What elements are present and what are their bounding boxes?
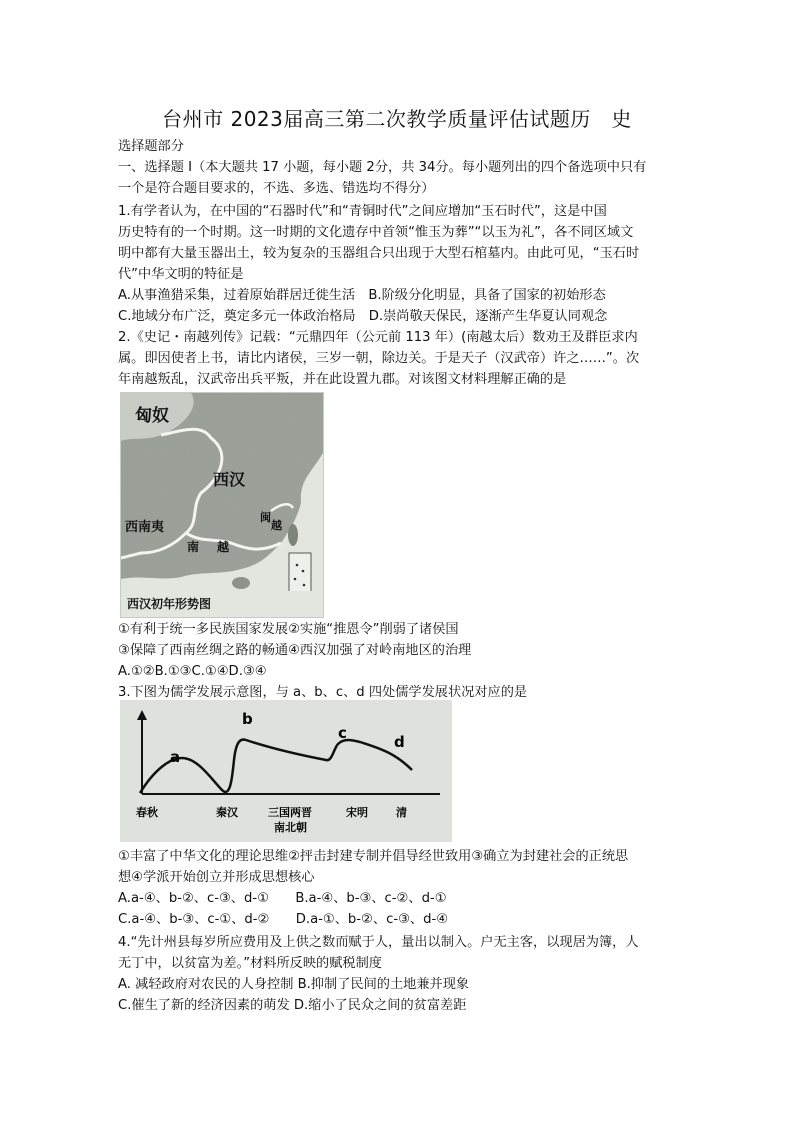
- q4-option-line: C.催生了新的经济因素的萌发 D.缩小了民众之间的贫富差距: [118, 998, 467, 1013]
- q1-option-line: A.从事渔猎采集，过着原始群居迁徙生活 B.阶级分化明显，具备了国家的初始形态: [118, 288, 606, 303]
- confucianism-development-chart: [120, 700, 452, 842]
- x-tick-label: 春秋: [136, 806, 158, 819]
- point-label-a: a: [170, 748, 181, 766]
- q2-option-line: ③保障了西南丝绸之路的畅通④西汉加强了对岭南地区的治理: [118, 643, 472, 658]
- q1-stem-line: 明中都有大量玉器出土，较为复杂的玉器组合只出现于大型石棺墓内。由此可见，“玉石时: [118, 246, 640, 261]
- q1-stem-line: 1.有学者认为，在中国的“石器时代”和“青铜时代”之间应增加“玉石时代”，这是中国: [118, 204, 607, 219]
- section-heading: 选择题部分: [118, 139, 184, 154]
- q4-option-line: A. 减轻政府对农民的人身控制 B.抑制了民间的土地兼并现象: [118, 977, 470, 992]
- instructions-line: 一个是符合题目要求的，不选、多选、错选均不得分）: [118, 181, 435, 196]
- page-title: 台州市 2023届高三第二次教学质量评估试题历 史: [162, 107, 632, 131]
- x-tick-label: 清: [396, 806, 407, 819]
- q2-stem-line: 年南越叛乱，汉武帝出兵平叛，并在此设置九郡。对该图文材料理解正确的是: [118, 372, 567, 387]
- point-label-b: b: [242, 710, 253, 728]
- x-tick-label: 南北朝: [274, 821, 307, 834]
- q3-answer-line: A.a-④、b-②、c-③、d-① B.a-④、b-③、c-②、d-①: [118, 891, 447, 906]
- map-label-xiongnu: 匈奴: [135, 406, 169, 426]
- q1-stem-line: 历史特有的一个时期。这一时期的文化遗存中首领“惟玉为葬”“以玉为礼”，各不同区域文: [118, 225, 634, 240]
- q1-option-line: C.地域分布广泛，奠定多元一体政治格局 D.崇尚敬天保民，逐渐产生华夏认同观念: [118, 309, 608, 324]
- q4-stem-line: 4.“先计州县每岁所应费用及上供之数而赋于人，量出以制入。户无主客，以现居为簿，人: [118, 935, 639, 950]
- point-label-c: c: [338, 724, 347, 742]
- x-tick-label: 宋明: [346, 806, 368, 819]
- x-tick-label: 三国两晋: [268, 806, 312, 819]
- q4-stem-line: 无丁中，以贫富为差。”材料所反映的赋税制度: [118, 956, 382, 971]
- western-han-map: [120, 392, 324, 618]
- trend-curve: [140, 740, 412, 793]
- q2-answer-line: A.①②B.①③C.①④D.③④: [118, 664, 267, 679]
- q2-stem-line: 2.《史记・南越列传》记载：“元鼎四年（公元前 113 年）(南越太后）数劝王及群臣求内: [118, 330, 638, 345]
- map-label-nanyue-2: 越: [217, 540, 230, 554]
- q3-answer-line: C.a-④、b-③、c-①、d-② D.a-①、b-②、c-③、d-④: [118, 912, 449, 927]
- map-caption: 西汉初年形势图: [127, 597, 212, 611]
- map-label-nanyue-1: 南: [187, 540, 200, 554]
- y-axis-arrow: [137, 710, 147, 720]
- q2-stem-line: 属。即因使者上书，请比内诸侯，三岁一朝，除边关。于是天子（汉武帝）许之……”。次: [118, 351, 640, 366]
- instructions-line: 一、选择题 I（本大题共 17 小题，每小题 2分，共 34分。每小题列出的四个备选项中只有: [118, 160, 647, 175]
- q2-option-line: ①有利于统一多民族国家发展②实施“推恩令”削弱了诸侯国: [118, 622, 459, 637]
- x-tick-label: 秦汉: [216, 806, 238, 819]
- map-label-minyue-1: 闽: [260, 511, 271, 524]
- q1-stem-line: 代”中华文明的特征是: [118, 267, 244, 282]
- q3-option-line: ①丰富了中华文化的理论思维②抨击封建专制并倡导经世致用③确立为封建社会的正统思: [118, 849, 629, 864]
- q3-stem-line: 3.下图为儒学发展示意图，与 a、b、c、d 四处儒学发展状况对应的是: [118, 685, 528, 700]
- map-label-southwest-yi: 西南夷: [125, 520, 165, 535]
- point-label-d: d: [394, 733, 405, 751]
- q3-option-line: 想④学派开始创立并形成思想核心: [118, 870, 315, 885]
- map-label-minyue-2: 越: [271, 519, 282, 532]
- map-label-western-han: 西汉: [213, 470, 246, 489]
